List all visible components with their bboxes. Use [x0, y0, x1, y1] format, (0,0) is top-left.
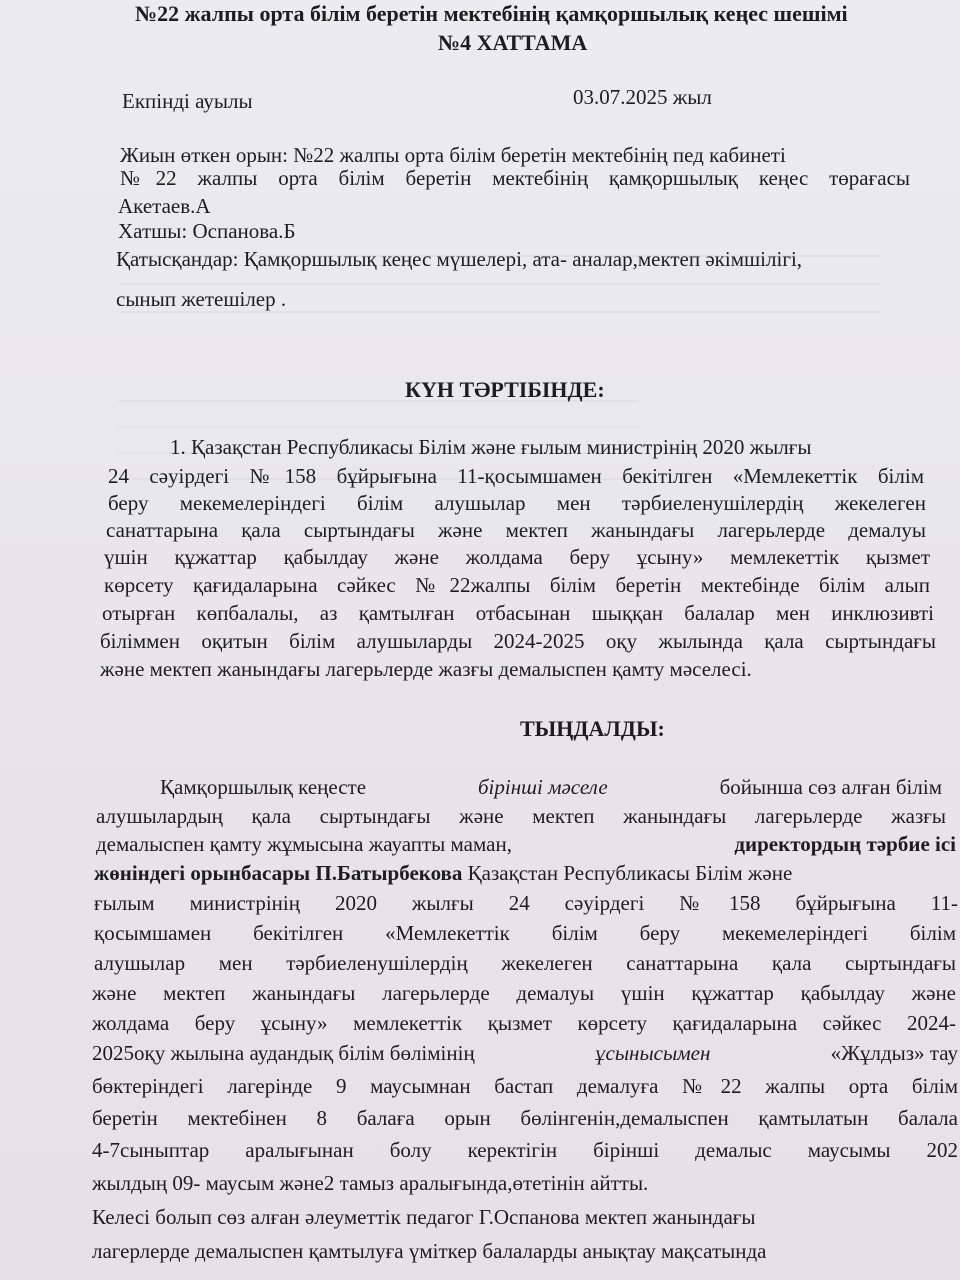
document-date: 03.07.2025 жыл	[573, 85, 712, 109]
heard-line: бөктеріндегі лагерінде 9 маусымнан бастап демалуға №22 жалпы орта білім	[92, 1074, 958, 1098]
heard-line	[96, 833, 956, 856]
heard-text: 2025оқу жылына аудандық білім бөлімінің	[92, 1041, 475, 1065]
place-of-issue: Екпінді ауылы	[122, 89, 253, 113]
heard-line: 4-7сыныптар аралығынан болу керектігін бірінші демалыс маусымы 202	[92, 1138, 958, 1162]
heard-line: жолдама беру ұсыну» мемлекеттік қызмет көрсету қағидаларына сәйкес 2024-	[92, 1011, 956, 1035]
protocol-number: №4 ХАТТАМА	[438, 30, 588, 55]
agenda-line: беру мекемелеріндегі білім алушылар мен тәрбиеленушілердің жекелеген	[108, 491, 926, 515]
heard-line	[160, 776, 942, 799]
heard-line: лагерлерде демалыспен қамтылуға үміткер балаларды анықтау мақсатында	[92, 1239, 767, 1263]
heard-bold-text: директордың тәрбие ісі	[734, 832, 956, 856]
agenda-line: санаттарына қала сыртындағы және мектеп жанындағы лагерьлерде демалуы	[106, 518, 926, 542]
agenda-line: және мектеп жанындағы лагерьлерде жазғы демалыспен қамту мәселесі.	[100, 657, 752, 681]
heard-text: «Жұлдыз» тау	[830, 1041, 958, 1065]
agenda-line: үшін құжаттар қабылдау және жолдама беру ұсыну» мемлекеттік қызмет	[104, 545, 930, 569]
heard-line: беретін мектебінен 8 балаға орын бөлінгенін,демалыспен қамтылатын балала	[92, 1106, 958, 1130]
agenda-line: 24 сәуірдегі №158 бұйрығына 11-қосымшамен бекітілген «Мемлекеттік білім	[108, 464, 924, 488]
participants-line-2: сынып жетешілер .	[116, 287, 287, 311]
heard-line: алушылар мен тәрбиеленушілердің жекелеген санаттарына қала сыртындағы	[94, 951, 956, 975]
participants-line: Қатысқандар: Қамқоршылық кеңес мүшелері, ата- аналар,мектеп әкімшілігі,	[116, 247, 803, 271]
agenda-line: біліммен оқитын білім алушыларды 2024-2025 оқу жылында қала сыртындағы	[100, 629, 936, 653]
heard-line: жылдың 09- маусым және2 тамыз аралығында,өтетінін айтты.	[92, 1171, 649, 1195]
heard-heading: ТЫҢДАЛДЫ:	[520, 716, 665, 741]
document-title: №22 жалпы орта білім беретін мектебінің қамқоршылық кеңес шешімі	[135, 1, 848, 26]
heard-text: бойынша сөз алған білім	[719, 775, 942, 799]
heard-line: ғылым министрінің 2020 жылғы 24 сәуірдегі №158 бұйрығына 11-	[94, 891, 958, 915]
heard-italic-text: бірінші мәселе	[477, 775, 608, 799]
heard-bold-text: жөніндегі орынбасары П.Батырбекова	[94, 861, 463, 885]
meeting-location: Жиын өткен орын: №22 жалпы орта білім беретін мектебінің пед кабинеті	[120, 143, 786, 167]
agenda-line: отырған көпбалалы, аз қамтылған отбасынан шыққан балалар мен инклюзивті	[102, 601, 934, 625]
agenda-heading: КҮН ТӘРТІБІНДЕ:	[405, 377, 605, 402]
heard-line: Келесі болып сөз алған әлеуметтік педагог Г.Оспанова мектеп жанындағы	[92, 1205, 756, 1229]
heard-line	[92, 1042, 958, 1065]
heard-text: демалыспен қамту жұмысына жауапты маман,	[96, 832, 512, 856]
heard-line: алушылардың қала сыртындағы және мектеп жанындағы лагерьлерде жазғы	[96, 804, 946, 828]
chairman-line: №22 жалпы орта білім беретін мектебінің қамқоршылық кеңес төрағасы	[120, 166, 910, 190]
chairman-name: Акетаев.А	[118, 194, 211, 218]
secretary-line: Хатшы: Оспанова.Б	[118, 219, 296, 243]
heard-line: қосымшамен бекітілген «Мемлекеттік білім беру мекемелеріндегі білім	[94, 921, 956, 945]
agenda-line: 1. Қазақстан Республикасы Білім және ғылым министрінің 2020 жылғы	[170, 435, 812, 459]
heard-line: және мектеп жанындағы лагерьлерде демалуы үшін құжаттар қабылдау және	[92, 981, 956, 1005]
heard-text: Қамқоршылық кеңесте	[160, 775, 367, 799]
agenda-line: көрсету қағидаларына сәйкес №22жалпы білім беретін мектебінде білім алып	[104, 573, 930, 597]
heard-text: Қазақстан Республикасы Білім және	[462, 861, 793, 885]
heard-italic-text: ұсынысымен	[595, 1041, 711, 1065]
heard-line	[94, 862, 792, 885]
